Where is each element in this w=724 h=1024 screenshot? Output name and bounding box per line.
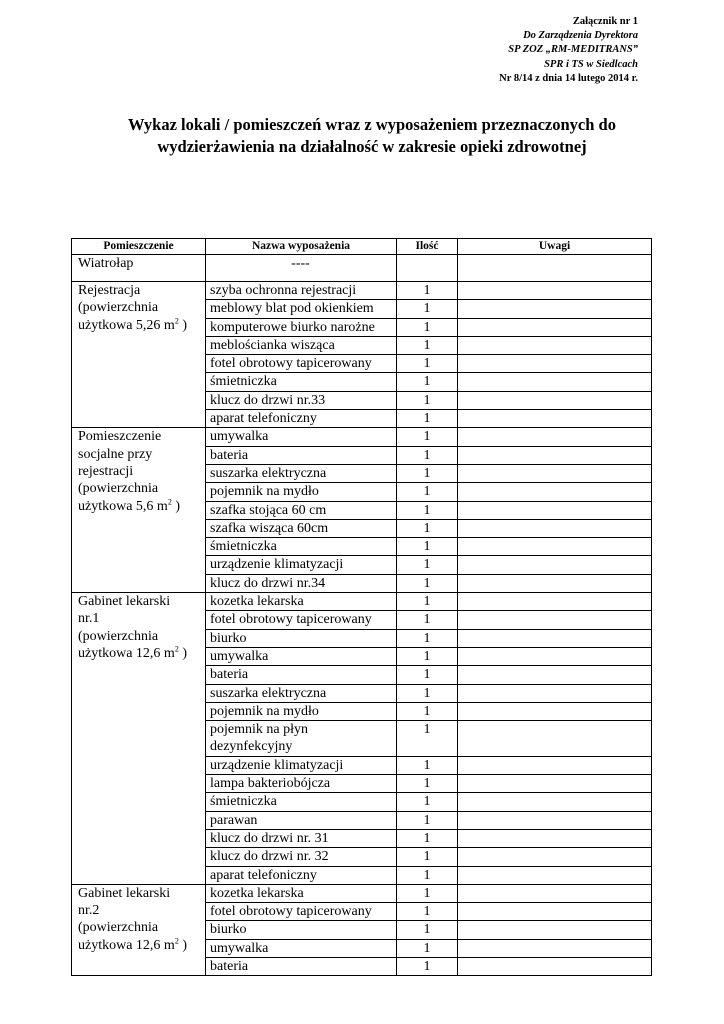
table-header-row	[72, 239, 652, 255]
equipment-cell: lampa bakteriobójcza	[206, 775, 397, 793]
notes-cell	[458, 282, 652, 300]
room-description-line: Gabinet lekarski	[78, 885, 171, 901]
notes-cell	[458, 848, 652, 866]
equipment-cell: bateria	[206, 446, 397, 464]
notes-cell	[458, 957, 652, 975]
table-row	[72, 282, 652, 300]
quantity-cell: 1	[397, 483, 458, 501]
inventory-table-body	[72, 255, 652, 976]
notes-cell	[458, 428, 652, 446]
room-area-close: )	[178, 645, 187, 661]
attachment-ref-institution: SP ZOZ „RM-MEDITRANS”	[508, 44, 638, 56]
notes-cell	[458, 939, 652, 957]
equipment-cell: umywalka	[206, 428, 397, 446]
notes-cell	[458, 921, 652, 939]
room-area-close: )	[178, 937, 187, 953]
notes-cell	[458, 593, 652, 611]
column-header-room: Pomieszczenie	[72, 239, 206, 255]
notes-cell	[458, 721, 652, 757]
quantity-cell: 1	[397, 611, 458, 629]
room-area-line	[78, 498, 200, 515]
quantity-cell: 1	[397, 391, 458, 409]
quantity-cell: 1	[397, 336, 458, 354]
room-description-line: nr.1	[78, 611, 100, 627]
equipment-cell: śmietniczka	[206, 793, 397, 811]
quantity-cell: 1	[397, 829, 458, 847]
room-description-line: Gabinet lekarski	[78, 594, 171, 610]
quantity-cell: 1	[397, 811, 458, 829]
notes-cell	[458, 556, 652, 574]
quantity-cell: 1	[397, 939, 458, 957]
equipment-cell: śmietniczka	[206, 538, 397, 556]
room-cell: Wiatrołap	[72, 255, 206, 282]
equipment-cell: ----	[206, 255, 397, 282]
quantity-cell: 1	[397, 373, 458, 391]
notes-cell	[458, 391, 652, 409]
notes-cell	[458, 903, 652, 921]
room-area-text: użytkowa 12,6 m	[78, 645, 175, 661]
quantity-cell: 1	[397, 848, 458, 866]
document-title	[60, 114, 684, 158]
equipment-cell: parawan	[206, 811, 397, 829]
equipment-cell: fotel obrotowy tapicerowany	[206, 903, 397, 921]
room-area-line	[78, 937, 200, 954]
quantity-cell: 1	[397, 410, 458, 428]
quantity-cell: 1	[397, 355, 458, 373]
table-row	[72, 884, 652, 902]
equipment-cell: szafka stojąca 60 cm	[206, 501, 397, 519]
equipment-cell: pojemnik na mydło	[206, 483, 397, 501]
equipment-cell: aparat telefoniczny	[206, 866, 397, 884]
room-description-line: Rejestracja	[78, 283, 141, 298]
square-unit-exponent: 2	[174, 644, 179, 654]
notes-cell	[458, 629, 652, 647]
quantity-cell: 1	[397, 884, 458, 902]
quantity-cell: 1	[397, 300, 458, 318]
quantity-cell: 1	[397, 501, 458, 519]
quantity-cell: 1	[397, 921, 458, 939]
equipment-cell: klucz do drzwi nr. 31	[206, 829, 397, 847]
notes-cell	[458, 300, 652, 318]
equipment-cell: fotel obrotowy tapicerowany	[206, 355, 397, 373]
quantity-cell: 1	[397, 629, 458, 647]
equipment-cell: pojemnik na płyn dezynfekcyjny	[206, 721, 397, 757]
room-area-text: użytkowa 5,26 m	[78, 317, 175, 333]
room-description-line: rejestracji	[78, 463, 134, 479]
quantity-cell: 1	[397, 593, 458, 611]
equipment-cell: szyba ochronna rejestracji	[206, 282, 397, 300]
square-unit-exponent: 2	[167, 496, 172, 506]
attachment-ref-location: SPR i TS w Siedlcach	[544, 58, 638, 70]
equipment-cell: suszarka elektryczna	[206, 464, 397, 482]
notes-cell	[458, 811, 652, 829]
quantity-cell	[397, 255, 458, 282]
room-description	[78, 593, 200, 662]
equipment-cell: aparat telefoniczny	[206, 410, 397, 428]
attachment-number: Załącznik nr 1	[572, 16, 638, 27]
room-area-line	[78, 645, 200, 662]
attachment-header	[499, 15, 638, 86]
quantity-cell: 1	[397, 666, 458, 684]
notes-cell	[458, 255, 652, 282]
table-row	[72, 255, 652, 282]
quantity-cell: 1	[397, 903, 458, 921]
quantity-cell: 1	[397, 428, 458, 446]
notes-cell	[458, 483, 652, 501]
notes-cell	[458, 519, 652, 537]
notes-cell	[458, 410, 652, 428]
notes-cell	[458, 373, 652, 391]
notes-cell	[458, 666, 652, 684]
quantity-cell: 1	[397, 318, 458, 336]
notes-cell	[458, 464, 652, 482]
quantity-cell: 1	[397, 574, 458, 592]
notes-cell	[458, 336, 652, 354]
quantity-cell: 1	[397, 684, 458, 702]
quantity-cell: 1	[397, 702, 458, 720]
equipment-cell: urządzenie klimatyzacji	[206, 556, 397, 574]
notes-cell	[458, 538, 652, 556]
table-row	[72, 593, 652, 611]
inventory-table	[71, 238, 652, 976]
column-header-equipment: Nazwa wyposażenia	[206, 239, 397, 255]
equipment-cell: fotel obrotowy tapicerowany	[206, 611, 397, 629]
quantity-cell: 1	[397, 282, 458, 300]
notes-cell	[458, 446, 652, 464]
column-header-quantity: Ilość	[397, 239, 458, 255]
equipment-cell: klucz do drzwi nr. 32	[206, 848, 397, 866]
equipment-cell: kozetka lekarska	[206, 593, 397, 611]
quantity-cell: 1	[397, 793, 458, 811]
notes-cell	[458, 775, 652, 793]
equipment-cell: bateria	[206, 957, 397, 975]
room-description-line: socjalne przy	[78, 446, 153, 462]
room-description-line: Pomieszczenie	[78, 429, 162, 445]
equipment-cell: klucz do drzwi nr.34	[206, 574, 397, 592]
quantity-cell: 1	[397, 775, 458, 793]
room-cell	[72, 593, 206, 885]
quantity-cell: 1	[397, 464, 458, 482]
quantity-cell: 1	[397, 446, 458, 464]
document-title-line-2: wydzierżawienia na działalność w zakresie opieki zdrowotnej	[157, 137, 587, 156]
room-description	[78, 428, 200, 514]
equipment-cell: szafka wisząca 60cm	[206, 519, 397, 537]
equipment-cell: biurko	[206, 629, 397, 647]
room-description-line: (powierzchnia	[78, 628, 159, 644]
notes-cell	[458, 702, 652, 720]
notes-cell	[458, 501, 652, 519]
room-description-line: (powierzchnia	[78, 920, 159, 936]
square-unit-exponent: 2	[174, 936, 179, 946]
notes-cell	[458, 884, 652, 902]
notes-cell	[458, 866, 652, 884]
equipment-cell: kozetka lekarska	[206, 884, 397, 902]
room-area-close: )	[171, 498, 180, 514]
room-area-line	[78, 317, 200, 334]
square-unit-exponent: 2	[174, 315, 179, 325]
notes-cell	[458, 574, 652, 592]
equipment-cell: urządzenie klimatyzacji	[206, 756, 397, 774]
room-description-line: (powierzchnia	[78, 300, 159, 316]
room-description-line: nr.2	[78, 903, 100, 919]
equipment-cell: biurko	[206, 921, 397, 939]
equipment-cell: umywalka	[206, 647, 397, 665]
quantity-cell: 1	[397, 519, 458, 537]
column-header-notes: Uwagi	[458, 239, 652, 255]
quantity-cell: 1	[397, 647, 458, 665]
equipment-cell: pojemnik na mydło	[206, 702, 397, 720]
equipment-cell: śmietniczka	[206, 373, 397, 391]
room-area-close: )	[178, 317, 187, 333]
notes-cell	[458, 611, 652, 629]
equipment-cell: umywalka	[206, 939, 397, 957]
room-description-line: (powierzchnia	[78, 481, 159, 497]
room-description	[78, 282, 200, 334]
notes-cell	[458, 684, 652, 702]
document-title-line-1: Wykaz lokali / pomieszczeń wraz z wyposażeniem przeznaczonych do	[128, 115, 616, 134]
equipment-cell: meblowy blat pod okienkiem	[206, 300, 397, 318]
notes-cell	[458, 756, 652, 774]
quantity-cell: 1	[397, 756, 458, 774]
quantity-cell: 1	[397, 957, 458, 975]
room-cell	[72, 428, 206, 593]
equipment-cell: bateria	[206, 666, 397, 684]
quantity-cell: 1	[397, 721, 458, 757]
notes-cell	[458, 829, 652, 847]
equipment-cell: klucz do drzwi nr.33	[206, 391, 397, 409]
room-area-text: użytkowa 12,6 m	[78, 937, 175, 953]
notes-cell	[458, 318, 652, 336]
attachment-ref-order: Do Zarządzenia Dyrektora	[523, 30, 638, 42]
attachment-ref-number-date: Nr 8/14 z dnia 14 lutego 2014 r.	[499, 72, 638, 84]
table-row	[72, 428, 652, 446]
room-cell	[72, 884, 206, 975]
notes-cell	[458, 793, 652, 811]
equipment-cell: meblościanka wisząca	[206, 336, 397, 354]
room-cell	[72, 282, 206, 428]
quantity-cell: 1	[397, 538, 458, 556]
notes-cell	[458, 355, 652, 373]
quantity-cell: 1	[397, 866, 458, 884]
room-area-text: użytkowa 5,6 m	[78, 498, 168, 514]
equipment-cell: komputerowe biurko narożne	[206, 318, 397, 336]
equipment-cell: suszarka elektryczna	[206, 684, 397, 702]
quantity-cell: 1	[397, 556, 458, 574]
room-description	[78, 885, 200, 954]
notes-cell	[458, 647, 652, 665]
